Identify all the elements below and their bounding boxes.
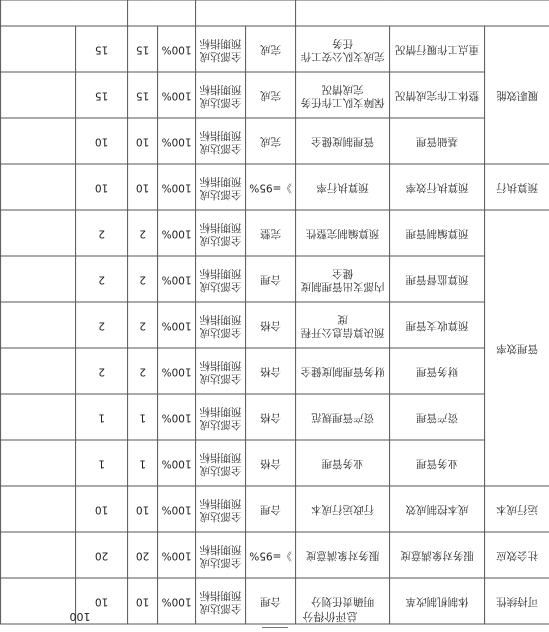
level2-cell: 业务管理	[390, 441, 485, 487]
result-cell: 合理	[246, 487, 296, 533]
level1-cell: 可持续性	[485, 579, 549, 625]
spare-cell	[1, 27, 76, 73]
target-cell: 全部达成预期指标	[196, 441, 246, 487]
result-cell: 合理	[246, 257, 296, 303]
level3-cell: 预决算信息公开程度	[296, 303, 390, 349]
result-cell: 》=95%	[246, 533, 296, 579]
level3-cell: 预算编制完整性	[296, 211, 390, 257]
full-score-cell: 15	[128, 27, 158, 73]
full-score-cell: 1	[128, 441, 158, 487]
rate-cell: 100%	[158, 487, 196, 533]
rate-cell: 100%	[158, 533, 196, 579]
score-cell: 10	[76, 119, 128, 165]
score-cell: 1	[76, 441, 128, 487]
target-cell: 全部达成预期指标	[196, 579, 246, 625]
table-row	[1, 211, 549, 257]
spare-cell	[1, 257, 76, 303]
rate-cell: 100%	[158, 579, 196, 625]
target-cell: 全部达成预期指标	[196, 257, 246, 303]
result-cell: 完成	[246, 27, 296, 73]
spare-cell	[1, 165, 76, 211]
table-row	[1, 303, 549, 349]
level2-cell: 财务管理	[390, 349, 485, 395]
table-row	[1, 533, 549, 579]
level3-cell: 内部支出管理制度健全	[296, 257, 390, 303]
table-row	[1, 487, 549, 533]
target-cell: 全部达成预期指标	[196, 211, 246, 257]
target-cell: 全部达成预期指标	[196, 165, 246, 211]
full-score-cell: 15	[128, 73, 158, 119]
score-cell: 2	[76, 349, 128, 395]
level2-cell: 预算执行效率	[390, 165, 485, 211]
target-cell: 全部达成预期指标	[196, 395, 246, 441]
result-cell: 》=95%	[246, 165, 296, 211]
full-score-cell: 1	[128, 395, 158, 441]
spare-cell	[1, 303, 76, 349]
level3-cell: 管理制度健全	[296, 119, 390, 165]
target-cell: 全部达成预期指标	[196, 119, 246, 165]
full-score-cell: 10	[128, 119, 158, 165]
level3-cell: 行政运行成本	[296, 487, 390, 533]
total-score: 100	[69, 610, 91, 623]
table-row	[1, 27, 549, 73]
score-cell: 15	[76, 73, 128, 119]
full-score-cell: 2	[128, 211, 158, 257]
table-row	[1, 73, 549, 119]
level3-cell: 财务管理制度健全	[296, 349, 390, 395]
blank-cell	[296, 1, 549, 27]
result-cell: 完成	[246, 119, 296, 165]
table-row	[1, 395, 549, 441]
rate-cell: 100%	[158, 73, 196, 119]
rate-cell: 100%	[158, 349, 196, 395]
spare-cell	[1, 441, 76, 487]
result-cell: 合格	[246, 349, 296, 395]
level3-cell: 业务管理	[296, 441, 390, 487]
spare-cell	[1, 533, 76, 579]
level2-cell: 预算监督管理	[390, 257, 485, 303]
target-cell: 全部达成预期指标	[196, 73, 246, 119]
edge-mark	[262, 627, 288, 628]
level3-cell: 明确责任划分	[296, 579, 390, 625]
table-row	[1, 165, 549, 211]
result-cell: 合格	[246, 441, 296, 487]
level1-cell: 履职效能	[485, 27, 549, 165]
level3-cell: 保障支队工作任务完成情况	[296, 73, 390, 119]
level2-cell: 基础管理	[390, 119, 485, 165]
blank-cell	[128, 1, 196, 27]
target-cell: 全部达成预期指标	[196, 533, 246, 579]
rate-cell: 100%	[158, 441, 196, 487]
level1-cell: 社会效应	[485, 533, 549, 579]
full-score-cell: 10	[128, 487, 158, 533]
result-cell: 完整	[246, 211, 296, 257]
score-cell: 15	[76, 27, 128, 73]
full-score-cell: 10	[128, 579, 158, 625]
level2-cell: 重点工作履行情况	[390, 27, 485, 73]
target-cell: 全部达成预期指标	[196, 303, 246, 349]
level2-cell: 资产管理	[390, 395, 485, 441]
level2-cell: 服务对象满意度	[390, 533, 485, 579]
table-row	[1, 257, 549, 303]
score-cell: 2	[76, 257, 128, 303]
level1-cell: 运行成本	[485, 487, 549, 533]
spare-cell	[1, 487, 76, 533]
target-cell: 全部达成预期指标	[196, 27, 246, 73]
score-cell: 10	[76, 165, 128, 211]
full-score-cell: 2	[128, 257, 158, 303]
level3-cell: 资产管理规范	[296, 395, 390, 441]
level3-cell: 完成支队公安工作任务	[296, 27, 390, 73]
level3-cell: 服务对象满意度	[296, 533, 390, 579]
spare-cell	[1, 73, 76, 119]
rate-cell: 100%	[158, 165, 196, 211]
score-cell: 2	[76, 211, 128, 257]
score-cell: 2	[76, 303, 128, 349]
level2-cell: 体制机制改革	[390, 579, 485, 625]
result-cell: 完成	[246, 73, 296, 119]
score-cell: 10	[76, 487, 128, 533]
rate-cell: 100%	[158, 395, 196, 441]
spare-cell	[1, 119, 76, 165]
rate-cell: 100%	[158, 27, 196, 73]
full-score-cell: 2	[128, 303, 158, 349]
rate-cell: 100%	[158, 257, 196, 303]
spare-cell	[1, 211, 76, 257]
rate-cell: 100%	[158, 211, 196, 257]
target-cell: 全部达成预期指标	[196, 349, 246, 395]
blank-cell	[196, 1, 296, 27]
result-cell: 合格	[246, 395, 296, 441]
table-row	[1, 349, 549, 395]
score-cell: 20	[76, 533, 128, 579]
table-row	[1, 1, 549, 27]
result-cell: 合理	[246, 579, 296, 625]
table-row	[1, 119, 549, 165]
level2-cell: 成本控制成效	[390, 487, 485, 533]
target-cell: 全部达成预期指标	[196, 487, 246, 533]
table-row	[1, 441, 549, 487]
full-score-cell: 2	[128, 349, 158, 395]
spare-cell	[1, 349, 76, 395]
full-score-cell: 20	[128, 533, 158, 579]
blank-cell	[1, 1, 128, 27]
result-cell: 合格	[246, 303, 296, 349]
level2-cell: 整体工作完成情况	[390, 73, 485, 119]
level1-cell: 预算执行	[485, 165, 549, 211]
level2-cell: 预算编制管理	[390, 211, 485, 257]
level1-cell: 管理效率	[485, 211, 549, 487]
full-score-cell: 10	[128, 165, 158, 211]
rate-cell: 100%	[158, 303, 196, 349]
level2-cell: 预算收支管理	[390, 303, 485, 349]
score-cell: 1	[76, 395, 128, 441]
score-cell: 10	[76, 579, 128, 625]
spare-cell	[1, 395, 76, 441]
total-label: 总评价得分	[302, 610, 358, 623]
rate-cell: 100%	[158, 119, 196, 165]
level3-cell: 预算执行率	[296, 165, 390, 211]
